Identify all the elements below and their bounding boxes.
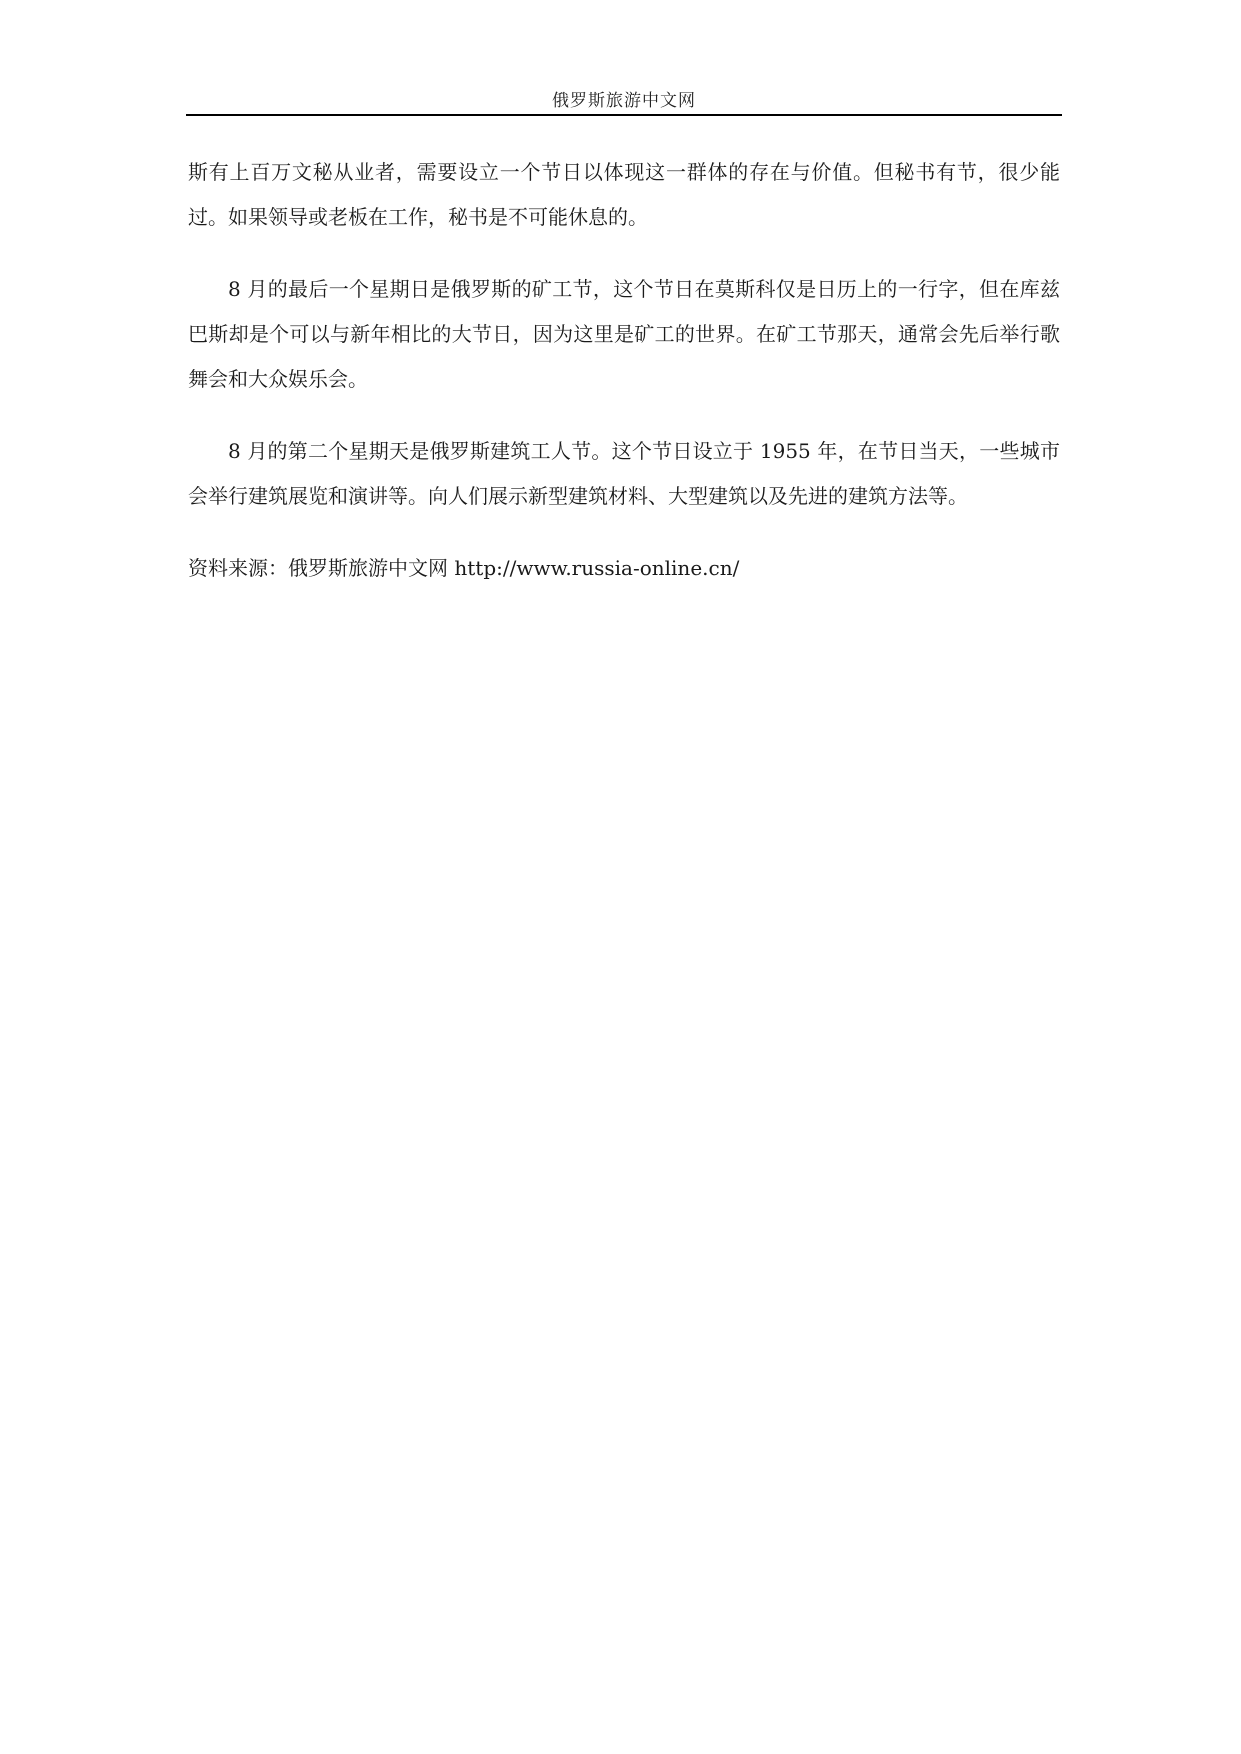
source-line [188, 546, 1060, 591]
source-url: http://www.russia-online.cn/ [454, 556, 740, 580]
page-header-title: 俄罗斯旅游中文网 [552, 91, 696, 111]
header-rule [186, 114, 1062, 116]
paragraph-continued: 斯有上百万文秘从业者，需要设立一个节日以体现这一群体的存在与价值。但秘书有节，很少能过。如果领导或老板在工作，秘书是不可能休息的。 [188, 160, 1060, 229]
source-site-name: 俄罗斯旅游中文网 [288, 556, 448, 580]
paragraph-miners-day: 8 月的最后一个星期日是俄罗斯的矿工节，这个节日在莫斯科仅是日历上的一行字，但在库兹巴斯却是个可以与新年相比的大节日，因为这里是矿工的世界。在矿工节那天，通常会先后举行歌舞会和大众娱乐会。 [188, 277, 1060, 391]
document-body [188, 150, 1060, 618]
paragraph-builders-day: 8 月的第二个星期天是俄罗斯建筑工人节。这个节日设立于 1955 年，在节日当天，一些城市会举行建筑展览和演讲等。向人们展示新型建筑材料、大型建筑以及先进的建筑方法等。 [188, 439, 1060, 508]
source-label: 资料来源： [188, 556, 288, 580]
